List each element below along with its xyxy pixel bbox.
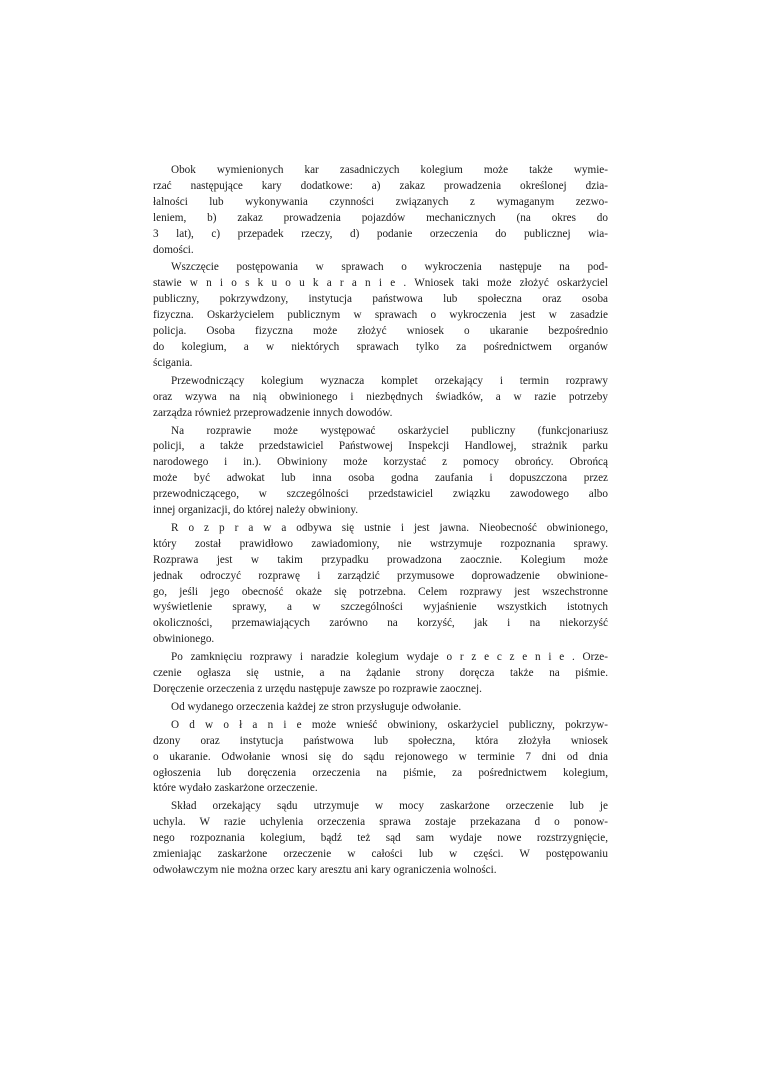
text-line: domości. <box>153 243 194 256</box>
text-line: zarządza również przeprowadzenie innych dowodów. <box>153 406 393 419</box>
text-line: nego rozpoznania kolegium, bądź też sąd sam wydaje nowe rozstrzygnięcie, <box>153 832 608 845</box>
paragraph <box>153 799 608 879</box>
paragraph <box>153 260 608 371</box>
paragraph <box>153 700 608 716</box>
paragraph <box>153 521 608 648</box>
text-line: przewodniczącego, w szczególności przedstawiciel związku zawodowego albo <box>153 488 608 501</box>
text-line: Po zamknięciu rozprawy i naradzie kolegium wydaje o r z e c z e n i e . Orze- <box>171 651 608 664</box>
text-line: jednak odroczyć rozprawę i zarządzić przymusowe doprowadzenie obwinione- <box>153 569 608 582</box>
text-line: dzony oraz instytucja państwowa lub społeczna, która złożyła wniosek <box>153 734 608 747</box>
text-line: okoliczności, przemawiających zarówno na korzyść, jak i na niekorzyść <box>153 617 608 630</box>
text-line: Na rozprawie może występować oskarżyciel publiczny (funkcjonariusz <box>171 424 608 437</box>
text-line: O d w o ł a n i e może wnieść obwiniony, oskarżyciel publiczny, pokrzyw- <box>171 718 608 731</box>
text-line: Od wydanego orzeczenia każdej ze stron przysługuje odwołanie. <box>171 700 462 713</box>
text-line: rzać następujące kary dodatkowe: a) zakaz prowadzenia określonej dzia- <box>153 179 608 192</box>
text-line: o ukaranie. Odwołanie wnosi się do sądu rejonowego w terminie 7 dni od dnia <box>153 750 608 763</box>
text-line: zmieniając zaskarżone orzeczenie w całości lub w części. W postępowaniu <box>153 848 608 861</box>
text-line: R o z p r a w a odbywa się ustnie i jest jawna. Nieobecność obwinionego, <box>171 521 608 534</box>
text-line: wyświetlenie sprawy, a w szczególności wyjaśnienie wszystkich istotnych <box>153 601 608 614</box>
text-line: policji, a także przedstawiciel Państwowej Inspekcji Handlowej, strażnik parku <box>153 440 608 453</box>
text-line: odwoławczym nie można orzec kary aresztu ani kary ograniczenia wolności. <box>153 863 497 876</box>
paragraph <box>153 424 608 519</box>
text-line: narodowego i in.). Obwiniony może korzystać z pomocy obrońcy. Obrońcą <box>153 456 608 469</box>
text-line: czenie ogłasza się ustnie, a na żądanie strony doręcza także na piśmie. <box>153 667 608 680</box>
paragraph <box>153 163 608 258</box>
text-line: może być adwokat lub inna osoba godna zaufania i dopuszczona przez <box>153 472 608 485</box>
body-text <box>153 163 608 881</box>
text-line: do kolegium, a w niektórych sprawach tylko za pośrednictwem organów <box>153 340 608 353</box>
text-line: obwinionego. <box>153 633 215 646</box>
text-line: policja. Osoba fizyczna może złożyć wniosek o ukaranie bezpośrednio <box>153 325 608 338</box>
text-line: publiczny, pokrzywdzony, instytucja państwowa lub społeczna oraz osoba <box>153 293 608 306</box>
text-line: Wszczęcie postępowania w sprawach o wykroczenia następuje na pod- <box>171 261 608 274</box>
text-line: Doręczenie orzeczenia z urzędu następuje zawsze po rozprawie zaocznej. <box>153 683 482 695</box>
text-line: ogłoszenia lub doręczenia orzeczenia na piśmie, za pośrednictwem kolegium, <box>153 766 608 779</box>
text-line: innej organizacji, do której należy obwiniony. <box>153 504 359 517</box>
text-line: Obok wymienionych kar zasadniczych kolegium może także wymie- <box>171 164 608 176</box>
text-line: łalności lub wykonywania czynności związanych z wymaganym zezwo- <box>153 195 608 208</box>
text-line: 3 lat), c) przepadek rzeczy, d) podanie orzeczenia do publicznej wia- <box>153 227 608 240</box>
text-line: uchyla. W razie uchylenia orzeczenia sprawa zostaje przekazana d o ponow- <box>153 816 608 829</box>
text-line: go, jeśli jego obecność okaże się potrzebna. Celem rozprawy jest wszechstronne <box>153 585 608 598</box>
text-line: Skład orzekający sądu utrzymuje w mocy zaskarżone orzeczenie lub je <box>171 800 608 813</box>
paragraph <box>153 718 608 798</box>
text-line: oraz wzywa na nią obwinionego i niezbędnych świadków, a w razie potrzeby <box>153 390 608 403</box>
text-line: leniem, b) zakaz prowadzenia pojazdów mechanicznych (na okres do <box>153 211 608 224</box>
text-line: ścigania. <box>153 356 193 369</box>
text-line: stawie w n i o s k u o u k a r a n i e . Wniosek taki może złożyć oskarżyciel <box>153 277 608 290</box>
text-line: Przewodniczący kolegium wyznacza komplet orzekający i termin rozprawy <box>171 374 608 387</box>
text-line: Rozprawa jest w takim przypadku prowadzona zaocznie. Kolegium może <box>153 553 608 566</box>
text-line: fizyczna. Oskarżycielem publicznym w sprawach o wykroczenia jest w zasadzie <box>153 309 608 322</box>
paragraph <box>153 650 608 698</box>
text-line: które wydało zaskarżone orzeczenie. <box>153 782 318 795</box>
text-line: który został prawidłowo zawiadomiony, nie wstrzymuje rozpoznania sprawy. <box>153 537 608 550</box>
paragraph <box>153 374 608 422</box>
